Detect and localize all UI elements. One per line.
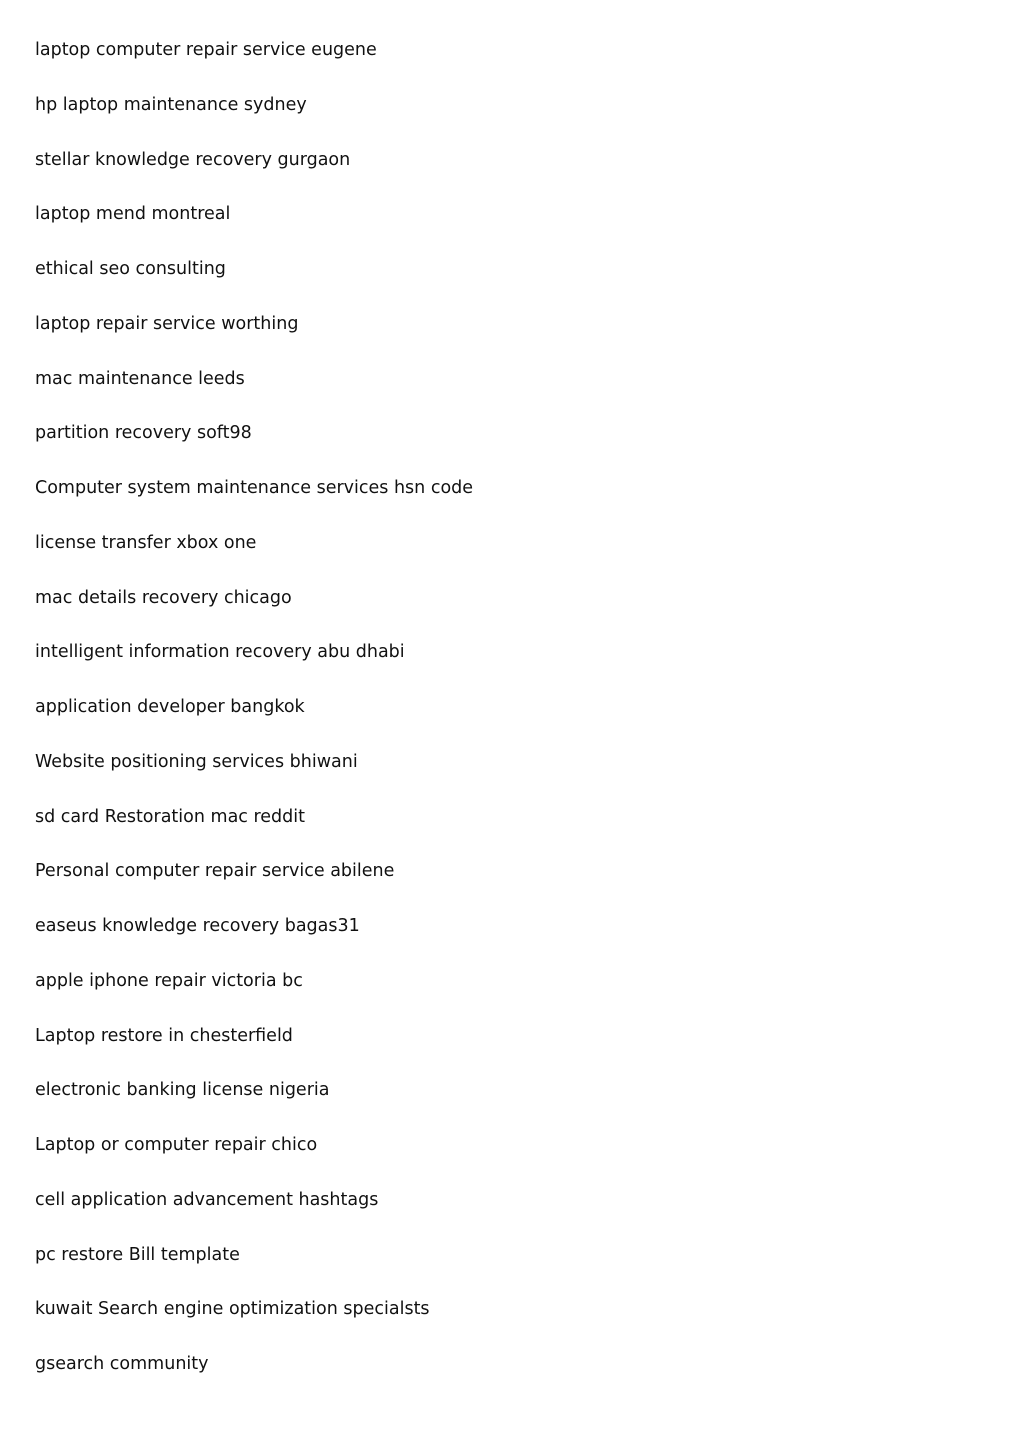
link-item[interactable]: easeus knowledge recovery bagas31	[35, 916, 360, 936]
list-item	[35, 92, 985, 147]
link-item[interactable]: laptop repair service worthing	[35, 313, 299, 334]
link-item[interactable]: ethical seo consulting	[35, 259, 226, 279]
list-item	[35, 585, 985, 640]
link-item[interactable]: gsearch community	[35, 1354, 209, 1374]
list-item	[35, 475, 985, 530]
list-item	[35, 420, 985, 475]
link-item[interactable]: Computer system maintenance services hsn code	[35, 478, 474, 498]
link-item[interactable]: Laptop restore in chesterfield	[35, 1025, 293, 1046]
list-item	[35, 147, 985, 202]
link-item[interactable]: partition recovery soft98	[35, 423, 252, 444]
list-item	[35, 530, 985, 585]
list-item	[35, 749, 985, 804]
link-item[interactable]: electronic banking license nigeria	[35, 1080, 330, 1101]
list-item	[35, 201, 985, 256]
link-item[interactable]: Website positioning services bhiwani	[35, 751, 358, 772]
list-item	[35, 639, 985, 694]
page-content	[35, 37, 985, 1417]
link-item[interactable]: mac maintenance leeds	[35, 368, 245, 389]
list-item	[35, 311, 985, 366]
link-item[interactable]: application developer bangkok	[35, 697, 305, 717]
list-item	[35, 256, 985, 311]
list-item	[35, 1077, 985, 1132]
link-item[interactable]: kuwait Search engine optimization specialsts	[35, 1299, 430, 1320]
link-item[interactable]: laptop computer repair service eugene	[35, 40, 377, 60]
list-item	[35, 858, 985, 913]
link-item[interactable]: sd card Restoration mac reddit	[35, 806, 305, 827]
list-item	[35, 366, 985, 421]
list-item	[35, 913, 985, 968]
list-item	[35, 804, 985, 859]
link-item[interactable]: license transfer xbox one	[35, 532, 257, 553]
list-item	[35, 1242, 985, 1297]
link-item[interactable]: intelligent information recovery abu dhabi	[35, 642, 405, 663]
link-item[interactable]: Laptop or computer repair chico	[35, 1135, 318, 1155]
link-item[interactable]: mac details recovery chicago	[35, 587, 292, 608]
list-item	[35, 1351, 985, 1406]
link-item[interactable]: apple iphone repair victoria bc	[35, 970, 303, 991]
list-item	[35, 968, 985, 1023]
list-item	[35, 1132, 985, 1187]
link-item[interactable]: laptop mend montreal	[35, 204, 231, 225]
link-item[interactable]: hp laptop maintenance sydney	[35, 94, 307, 115]
list-item	[35, 37, 985, 92]
link-item[interactable]: Personal computer repair service abilene	[35, 861, 395, 882]
link-item[interactable]: pc restore Bill template	[35, 1244, 240, 1265]
list-item	[35, 1023, 985, 1078]
list-item	[35, 1187, 985, 1242]
link-item[interactable]: cell application advancement hashtags	[35, 1189, 379, 1210]
link-list	[35, 37, 985, 1406]
link-item[interactable]: stellar knowledge recovery gurgaon	[35, 149, 351, 170]
list-item	[35, 1296, 985, 1351]
list-item	[35, 694, 985, 749]
